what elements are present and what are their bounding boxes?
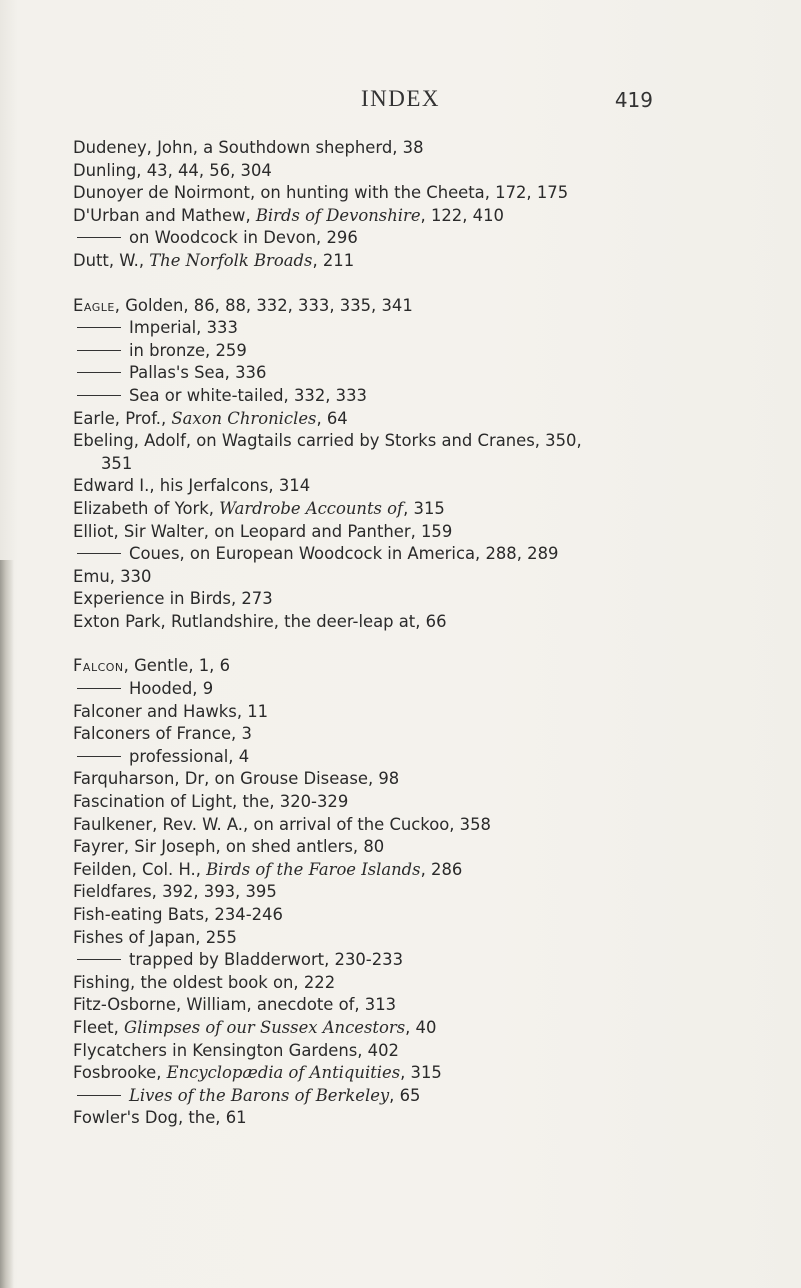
page-gutter-shadow (0, 560, 14, 1288)
index-subentry (73, 746, 763, 769)
title-reference: Saxon Chronicles (171, 408, 317, 428)
entry-text: Fosbrooke, (73, 1063, 167, 1083)
entry-text: , 211 (312, 250, 355, 270)
index-entry (73, 137, 763, 160)
index-entry (73, 972, 763, 995)
entry-text: Falcon (73, 656, 124, 676)
index-entry (73, 611, 763, 634)
index-entry (73, 250, 763, 273)
entry-text: Earle, Prof., (73, 408, 172, 428)
index-entry (73, 655, 763, 678)
index-entry (73, 836, 763, 859)
index-entry (73, 205, 763, 228)
entry-text: Coues, on European Woodcock in America, 288, 289 (129, 544, 559, 564)
index-entry (73, 1040, 763, 1063)
title-reference: Encyclopædia of Antiquities (166, 1063, 401, 1083)
index-entry (73, 182, 763, 205)
entry-text: Falconer and Hawks, 11 (73, 701, 269, 721)
entry-text: 351 (101, 453, 133, 473)
running-header (0, 86, 801, 116)
index-subentry (73, 678, 763, 701)
ditto-dash (77, 1095, 121, 1096)
entry-text: in bronze, 259 (129, 340, 247, 360)
title-reference: Wardrobe Accounts of (219, 498, 404, 518)
entry-text: D'Urban and Mathew, (73, 205, 256, 225)
entry-text: Fieldfares, 392, 393, 395 (73, 882, 277, 902)
entry-text: Fish-eating Bats, 234-246 (73, 905, 283, 924)
index-entry (73, 1017, 763, 1040)
index-entry (73, 160, 763, 183)
index-entry (73, 588, 763, 611)
entry-text: , 40 (405, 1017, 437, 1037)
entry-text: Fishes of Japan, 255 (73, 927, 237, 947)
entry-text: Elizabeth of York, (73, 498, 220, 518)
index-entry-continuation (73, 453, 763, 476)
index-entry (73, 768, 763, 791)
entry-text: Dunling, 43, 44, 56, 304 (73, 160, 272, 180)
entry-text: Sea or white-tailed, 332, 333 (129, 385, 367, 405)
entry-text: Dunoyer de Noirmont, on hunting with the Cheeta, 172, 175 (73, 183, 569, 203)
entry-text: Faulkener, Rev. W. A., on arrival of the Cuckoo, 358 (73, 814, 491, 834)
entry-text: , 286 (420, 859, 463, 879)
entry-text: Fitz-Osborne, William, anecdote of, 313 (73, 995, 397, 1015)
entry-text: Eagle (73, 295, 115, 315)
index-entry (73, 701, 763, 724)
entry-text: Elliot, Sir Walter, on Leopard and Panther, 159 (73, 521, 453, 541)
index-subentry (73, 362, 763, 385)
entry-text: Farquharson, Dr, on Grouse Disease, 98 (73, 769, 400, 789)
index-subentry (73, 949, 763, 972)
page-number: 419 (614, 88, 653, 112)
entry-text: , Gentle, 1, 6 (123, 656, 231, 676)
entry-text: , Golden, 86, 88, 332, 333, 335, 341 (114, 295, 413, 315)
entry-text: Dutt, W., (73, 250, 150, 270)
index-subentry (73, 385, 763, 408)
index-subentry (73, 543, 763, 566)
index-entry (73, 566, 763, 589)
entry-text: Fascination of Light, the, 320-329 (73, 792, 349, 812)
index-entry (73, 521, 763, 544)
entry-text: Emu, 330 (73, 566, 152, 586)
ditto-dash (77, 553, 121, 554)
title-reference: Birds of the Faroe Islands (206, 859, 421, 879)
title-reference: Glimpses of our Sussex Ancestors (124, 1017, 406, 1037)
entry-text: , 315 (403, 498, 445, 518)
entry-text: Feilden, Col. H., (73, 859, 207, 879)
index-entry (73, 723, 763, 746)
entry-text: Imperial, 333 (129, 318, 238, 338)
entry-text: Falconers of France, 3 (73, 724, 252, 744)
index-entry (73, 475, 763, 498)
entry-text: Fleet, (73, 1017, 124, 1037)
index-section-f (73, 655, 763, 1129)
ditto-dash (77, 327, 121, 328)
page-title: INDEX (360, 86, 441, 111)
entry-text: Exton Park, Rutlandshire, the deer-leap at, 66 (73, 611, 447, 631)
index-entry (73, 408, 763, 431)
index-entry (73, 904, 763, 927)
index-entry (73, 927, 763, 950)
index-entry (73, 814, 763, 837)
title-reference: Lives of the Barons of Berkeley (129, 1085, 390, 1105)
entry-text: Fowler's Dog, the, 61 (73, 1108, 247, 1128)
index-section-e (73, 295, 763, 634)
index-entry (73, 430, 763, 453)
entry-text: Hooded, 9 (129, 679, 214, 699)
entry-text: on Woodcock in Devon, 296 (129, 228, 358, 248)
entry-text: , 122, 410 (420, 205, 504, 225)
entry-text: trapped by Bladderwort, 230-233 (129, 950, 404, 970)
index-entry (73, 1107, 763, 1130)
index-subentry (73, 227, 763, 250)
entry-text: Fishing, the oldest book on, 222 (73, 972, 336, 992)
index-subentry (73, 340, 763, 363)
index-entry (73, 881, 763, 904)
entry-text: Dudeney, John, a Southdown shepherd, 38 (73, 138, 424, 157)
entry-text: Ebeling, Adolf, on Wagtails carried by Storks and Cranes, 350, (73, 431, 582, 451)
entry-text: , 65 (389, 1085, 421, 1105)
title-reference: The Norfolk Broads (149, 250, 313, 270)
ditto-dash (77, 237, 121, 238)
entry-text: Edward I., his Jerfalcons, 314 (73, 476, 311, 496)
index-entry (73, 859, 763, 882)
index-entries (73, 137, 763, 1130)
entry-text: Experience in Birds, 273 (73, 589, 273, 609)
index-entry (73, 295, 763, 318)
index-entry (73, 1062, 763, 1085)
index-entry (73, 498, 763, 521)
entry-text: , 315 (400, 1063, 442, 1083)
index-subentry (73, 317, 763, 340)
ditto-dash (77, 372, 121, 373)
ditto-dash (77, 350, 121, 351)
index-subentry (73, 1085, 763, 1108)
ditto-dash (77, 959, 121, 960)
title-reference: Birds of Devonshire (255, 205, 421, 225)
entry-text: professional, 4 (129, 746, 250, 766)
ditto-dash (77, 688, 121, 689)
entry-text: Fayrer, Sir Joseph, on shed antlers, 80 (73, 837, 385, 857)
entry-text: , 64 (316, 408, 348, 428)
index-entry (73, 994, 763, 1017)
index-section-d (73, 137, 763, 273)
entry-text: Flycatchers in Kensington Gardens, 402 (73, 1040, 399, 1060)
ditto-dash (77, 395, 121, 396)
index-entry (73, 791, 763, 814)
ditto-dash (77, 756, 121, 757)
entry-text: Pallas's Sea, 336 (129, 363, 267, 383)
